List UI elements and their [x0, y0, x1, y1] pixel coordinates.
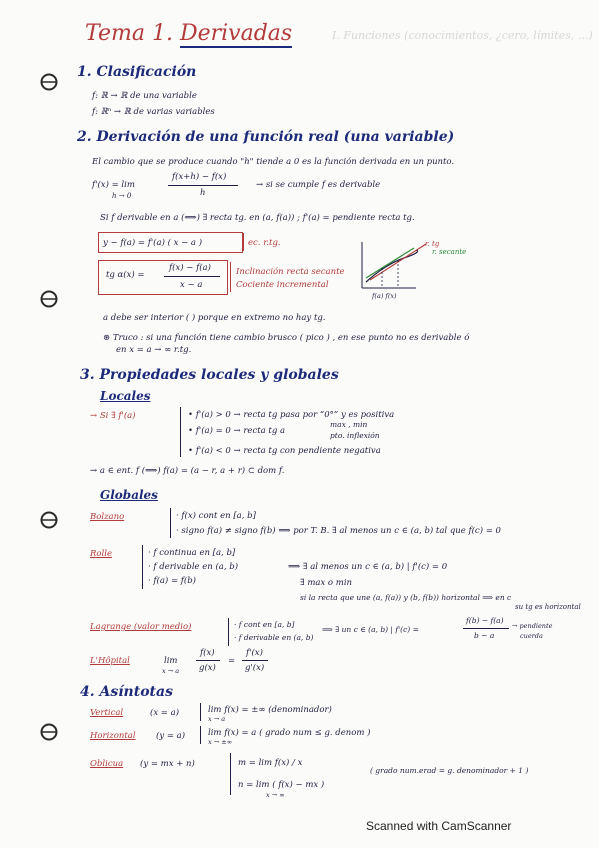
brace	[228, 618, 229, 646]
rolle-item-3: · f(a) = f(b)	[148, 576, 196, 586]
oblique-asymptote-eq: (y = mx + n)	[140, 759, 195, 769]
lagrange-numerator: f(b) − f(a)	[466, 616, 504, 625]
rolle-label: Rolle	[90, 549, 112, 559]
classification-line-1: f: ℝ → ℝ de una variable	[92, 91, 197, 101]
rolle-result-4: su tg es horizontal	[515, 603, 581, 611]
bolzano-item-1: · f(x) cont en [a, b]	[176, 511, 256, 521]
oblique-sub: x → ∞	[266, 791, 285, 799]
local-inflexion: pto. inflexión	[330, 431, 380, 440]
graph-tangent-line	[366, 248, 414, 278]
derivative-def-lhs: f'(x) = lim	[92, 180, 135, 190]
binder-hole-icon	[39, 510, 59, 530]
rolle-result-1: ⟹ ∃ al menos un c ∈ (a, b) | f'(c) = 0	[288, 562, 448, 572]
oblique-asymptote-label: Oblicua	[90, 759, 124, 769]
local-item-2: • f'(a) = 0 → recta tg a	[188, 426, 286, 436]
lagrange-item-1: · f cont en [a, b]	[234, 620, 295, 629]
secant-lhs: tg α(x) =	[106, 270, 145, 280]
classification-line-2: f: ℝⁿ → ℝ de varias variables	[92, 107, 215, 117]
derivative-def-limit: h → 0	[112, 192, 132, 200]
lhopital-num-1: f(x)	[200, 648, 215, 658]
section-heading-2: 2. Derivación de una función real (una variable)	[77, 129, 455, 145]
section-heading-3: 3. Propiedades locales y globales	[80, 367, 339, 383]
tangent-equation: y − f(a) = f'(a) ( x − a )	[103, 238, 203, 248]
brace	[230, 753, 231, 795]
vertical-asymptote-sub: x → a	[208, 715, 226, 723]
lhopital-lim: lim	[164, 656, 178, 666]
lhopital-sub: x → a	[162, 667, 180, 675]
bleed-through-text: I. Funciones (conocimientos, ¿cero, límites, ...)	[332, 29, 593, 42]
brace	[180, 407, 181, 457]
oblique-m: m = lim f(x) / x	[238, 758, 303, 768]
brace	[230, 262, 231, 292]
lhopital-label: L'Hôpital	[90, 656, 130, 666]
local-item-3: • f'(a) < 0 → recta tg con pendiente negativa	[188, 446, 381, 456]
trick-line-1: ⊛ Truco : si una función tiene cambio brusco ( pico ) , en ese punto no es derivable ó	[103, 333, 470, 343]
lagrange-result: ⟹ ∃ un c ∈ (a, b) | f'(c) =	[322, 625, 419, 634]
page-title	[85, 21, 292, 46]
lagrange-item-2: · f derivable en (a, b)	[234, 633, 314, 642]
fraction-bar	[463, 628, 509, 629]
horizontal-asymptote-label: Horizontal	[90, 731, 136, 741]
lhopital-equals: =	[228, 656, 236, 666]
brace	[170, 508, 171, 538]
fraction-bar	[196, 660, 220, 661]
brace	[142, 545, 143, 589]
section-heading-4: 4. Asíntotas	[80, 684, 173, 700]
trick-line-2: en x = a → ∞ r.tg.	[116, 345, 192, 355]
local-item-1: • f'(a) > 0 → recta tg pasa por “0°” y es positiva	[188, 410, 395, 420]
lagrange-denominator: b − a	[474, 631, 495, 640]
brace	[243, 233, 244, 251]
derivative-def-note: → si se cumple f es derivable	[256, 180, 381, 190]
local-condition: → Si ∃ f'(a)	[90, 411, 136, 421]
rolle-item-2: · f derivable en (a, b)	[148, 562, 239, 572]
interior-note: a debe ser interior ( ) porque en extremo no hay tg.	[103, 313, 326, 323]
lagrange-note-1: → pendiente	[512, 622, 553, 630]
fraction-bar	[242, 660, 268, 661]
horizontal-asymptote-text: lim f(x) = a ( grado num ≤ g. denom )	[208, 728, 371, 738]
graph-axis-labels: f(a) f(x)	[372, 292, 397, 300]
horizontal-asymptote-sub: x → ±∞	[208, 738, 233, 746]
binder-hole-icon	[39, 72, 59, 92]
lagrange-label: Lagrange (valor medio)	[90, 622, 192, 632]
lhopital-den-1: g(x)	[199, 663, 216, 673]
bolzano-item-2: · signo f(a) ≠ signo f(b) ⟹ por T. B. ∃ al menos un c ∈ (a, b) tal que f(c) = 0	[176, 526, 501, 536]
vertical-asymptote-label: Vertical	[90, 708, 124, 718]
fraction-bar	[168, 185, 238, 186]
local-maxmin: max , min	[330, 420, 368, 429]
vertical-asymptote-text: lim f(x) = ±∞ (denominador)	[208, 705, 332, 715]
rolle-item-1: · f continua en [a, b]	[148, 548, 236, 558]
title-main: Derivadas	[179, 21, 293, 46]
title-prefix: Tema 1.	[85, 21, 173, 46]
secant-denominator: x − a	[180, 280, 203, 290]
derivative-intro: El cambio que se produce cuando "h" tiende a 0 es la función derivada en un punto.	[92, 157, 455, 167]
binder-hole-icon	[39, 722, 59, 742]
horizontal-asymptote-eq: (y = a)	[156, 731, 186, 741]
lhopital-num-2: f'(x)	[246, 648, 263, 658]
local-domain-note: → a ∈ ent. f (⟹) f(a) = (a − r, a + r) ⊂ dom f.	[90, 466, 285, 476]
tangent-secant-graph	[356, 238, 466, 298]
secant-label-2: Cociente incremental	[236, 280, 329, 290]
rolle-result-2: ∃ max o min	[300, 578, 353, 588]
derivative-def-denominator: h	[200, 188, 206, 198]
lhopital-den-2: g'(x)	[245, 663, 265, 673]
scanner-watermark: Scanned with CamScanner	[366, 819, 512, 833]
vertical-asymptote-eq: (x = a)	[150, 708, 180, 718]
fraction-bar	[164, 276, 220, 277]
derivable-condition: Si f derivable en a (⟺) ∃ recta tg. en (a, f(a)) ; f'(a) = pendiente recta tg.	[100, 213, 415, 223]
brace	[200, 726, 201, 744]
graph-label-secant: r. secante	[432, 248, 467, 256]
tangent-equation-label: ec. r.tg.	[248, 238, 281, 248]
derivative-def-numerator: f(x+h) − f(x)	[172, 172, 227, 182]
rolle-result-3: si la recta que une (a, f(a)) y (b, f(b)) horizontal ⟹ en c	[300, 593, 512, 602]
local-subheading: Locales	[100, 389, 151, 403]
section-heading-1: 1. Clasificación	[77, 64, 197, 80]
graph-label-tangent: r. tg	[425, 240, 440, 248]
lagrange-note-2: cuerda	[520, 632, 543, 640]
brace	[200, 703, 201, 721]
bolzano-label: Bolzano	[90, 512, 125, 522]
global-subheading: Globales	[100, 488, 158, 502]
oblique-n: n = lim ( f(x) − mx )	[238, 780, 325, 790]
secant-numerator: f(x) − f(a)	[169, 263, 211, 273]
oblique-note: ( grado num.erad = g. denominador + 1 )	[370, 766, 529, 775]
binder-hole-icon	[39, 289, 59, 309]
secant-label-1: Inclinación recta secante	[236, 267, 345, 277]
